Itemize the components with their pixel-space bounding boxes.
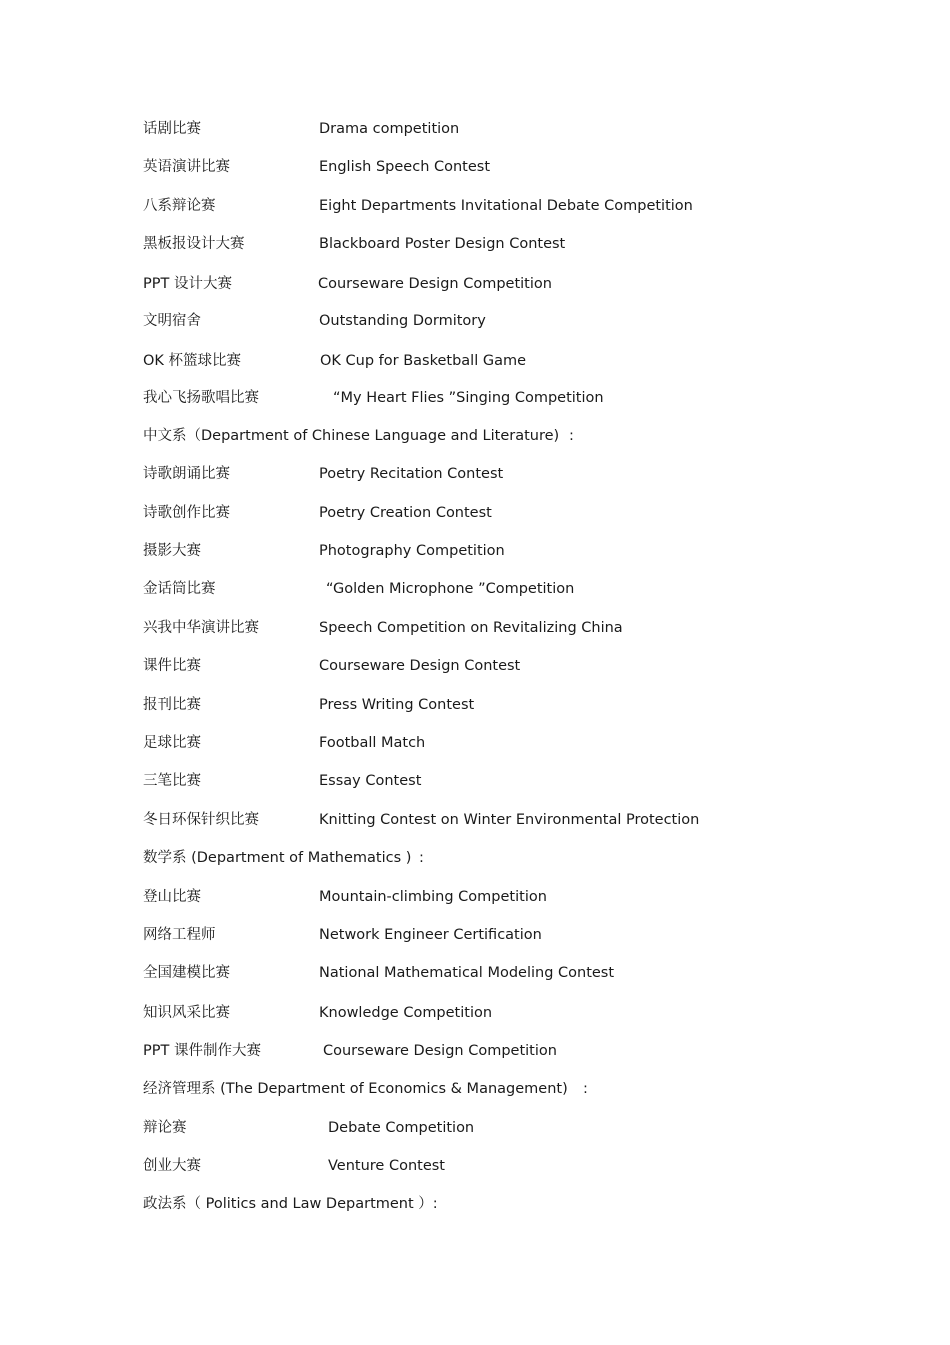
item-chinese: 八系辩论赛 <box>143 198 216 214</box>
item-english: Venture Contest <box>328 1158 445 1174</box>
item-chinese: 知识风采比赛 <box>143 1005 230 1021</box>
item-chinese: 网络工程师 <box>143 927 216 943</box>
item-chinese: PPT 设计大赛 <box>143 276 232 292</box>
heading-text: 政法系（ Politics and Law Department ）: <box>143 1196 438 1212</box>
item-english: English Speech Contest <box>319 159 491 175</box>
heading-colon: : <box>583 1081 588 1097</box>
item-chinese: 英语演讲比赛 <box>143 159 230 175</box>
section-heading-math-department <box>143 846 424 870</box>
heading-colon: : <box>419 850 424 866</box>
item-english: “My Heart Flies ”Singing Competition <box>333 390 604 406</box>
heading-text: 数学系 (Department of Mathematics ) <box>143 850 412 866</box>
item-chinese: 登山比赛 <box>143 889 201 905</box>
item-english: Poetry Recitation Contest <box>319 466 504 482</box>
item-chinese: PPT 课件制作大赛 <box>143 1043 261 1059</box>
item-english: Blackboard Poster Design Contest <box>319 236 566 252</box>
item-english: Football Match <box>319 735 426 751</box>
item-chinese: 黑板报设计大赛 <box>143 236 245 252</box>
item-english: Outstanding Dormitory <box>319 313 486 329</box>
item-chinese: 话剧比赛 <box>143 121 201 137</box>
item-english: Poetry Creation Contest <box>319 505 492 521</box>
item-english: Photography Competition <box>319 543 505 559</box>
item-english: Knitting Contest on Winter Environmental Protection <box>319 812 700 828</box>
item-english: Courseware Design Contest <box>319 658 521 674</box>
item-english: Knowledge Competition <box>319 1005 493 1021</box>
item-english: Essay Contest <box>319 773 422 789</box>
item-english: Speech Competition on Revitalizing China <box>319 620 623 636</box>
item-english: OK Cup for Basketball Game <box>320 353 527 369</box>
item-english: Drama competition <box>319 121 460 137</box>
section-heading-chinese-department <box>143 424 574 448</box>
item-english: Courseware Design Competition <box>318 276 552 292</box>
item-english: Mountain-climbing Competition <box>319 889 547 905</box>
item-english: Debate Competition <box>328 1120 475 1136</box>
item-chinese: 课件比赛 <box>143 658 201 674</box>
item-chinese: 诗歌朗诵比赛 <box>143 466 230 482</box>
item-english: Eight Departments Invitational Debate Competition <box>319 198 693 214</box>
heading-colon: : <box>569 428 574 444</box>
item-chinese: 创业大赛 <box>143 1158 201 1174</box>
item-chinese: 全国建模比赛 <box>143 965 230 981</box>
item-chinese: OK 杯篮球比赛 <box>143 353 242 369</box>
item-chinese: 金话筒比赛 <box>143 581 216 597</box>
item-english: National Mathematical Modeling Contest <box>319 965 615 981</box>
item-chinese: 摄影大赛 <box>143 543 201 559</box>
item-chinese: 我心飞扬歌唱比赛 <box>143 390 259 406</box>
item-chinese: 三笔比赛 <box>143 773 201 789</box>
item-english: Network Engineer Certification <box>319 927 542 943</box>
item-english: Press Writing Contest <box>319 697 475 713</box>
item-chinese: 兴我中华演讲比赛 <box>143 620 259 636</box>
item-chinese: 辩论赛 <box>143 1120 187 1136</box>
section-heading-economics-department <box>143 1077 588 1101</box>
item-chinese: 报刊比赛 <box>143 697 201 713</box>
item-english: “Golden Microphone ”Competition <box>326 581 575 597</box>
item-chinese: 诗歌创作比赛 <box>143 505 230 521</box>
heading-text: 中文系（Department of Chinese Language and Literature) <box>143 428 560 444</box>
section-heading-law-department <box>143 1192 438 1216</box>
item-chinese: 冬日环保针织比赛 <box>143 812 259 828</box>
heading-text: 经济管理系 (The Department of Economics & Management) <box>143 1081 568 1097</box>
item-chinese: 足球比赛 <box>143 735 201 751</box>
item-english: Courseware Design Competition <box>323 1043 557 1059</box>
item-chinese: 文明宿舍 <box>143 313 201 329</box>
